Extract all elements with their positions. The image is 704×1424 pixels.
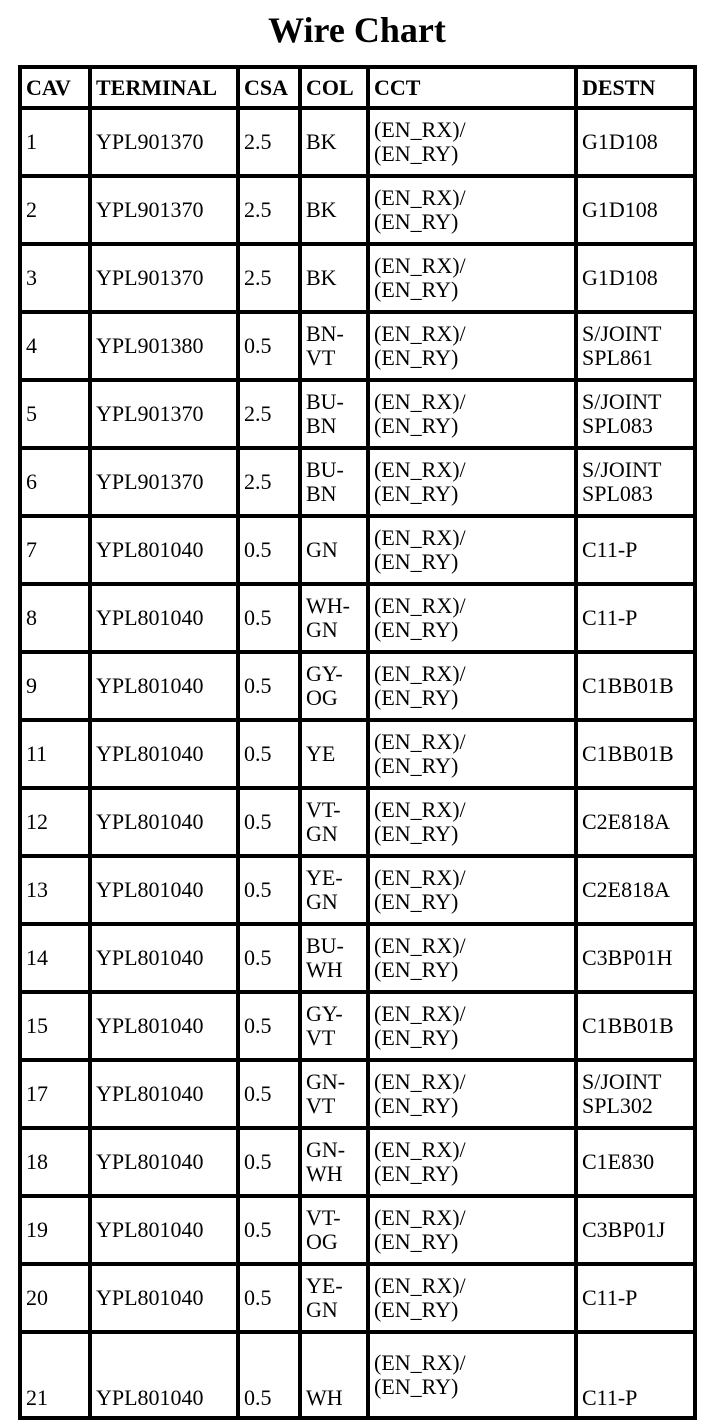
cell-cct-line: (EN_RX)/ bbox=[374, 321, 466, 346]
cell-col bbox=[300, 516, 368, 584]
cell-cav: 7 bbox=[20, 516, 90, 584]
cell-col-line: BK bbox=[306, 197, 337, 222]
cell-col bbox=[300, 176, 368, 244]
cell-destn bbox=[576, 108, 695, 176]
cell-cct-line: (EN_RX)/ bbox=[374, 729, 466, 754]
cell-cct-line: (EN_RX)/ bbox=[374, 797, 466, 822]
cell-col-line: BU- bbox=[306, 389, 344, 414]
table-row bbox=[20, 788, 695, 856]
table-row bbox=[20, 448, 695, 516]
cell-cct-line: (EN_RX)/ bbox=[374, 1137, 466, 1162]
cell-cav: 8 bbox=[20, 584, 90, 652]
cell-col bbox=[300, 652, 368, 720]
cell-destn bbox=[576, 1196, 695, 1264]
cell-destn bbox=[576, 176, 695, 244]
cell-destn-line: C1E830 bbox=[582, 1149, 655, 1174]
cell-col bbox=[300, 992, 368, 1060]
cell-cav: 19 bbox=[20, 1196, 90, 1264]
cell-col-line: BN bbox=[306, 413, 337, 438]
cell-csa: 2.5 bbox=[238, 244, 300, 312]
cell-destn bbox=[576, 584, 695, 652]
cell-destn-line: G1D108 bbox=[582, 129, 658, 154]
cell-cct bbox=[368, 312, 576, 380]
cell-cct-line: (EN_RY) bbox=[374, 413, 459, 438]
cell-col-line: YE- bbox=[306, 865, 343, 890]
cell-destn-line: C2E818A bbox=[582, 877, 670, 902]
table-row bbox=[20, 720, 695, 788]
cell-destn-line: C2E818A bbox=[582, 809, 670, 834]
cell-col bbox=[300, 1128, 368, 1196]
cell-cct bbox=[368, 584, 576, 652]
cell-cct bbox=[368, 1128, 576, 1196]
cell-csa: 0.5 bbox=[238, 720, 300, 788]
cell-col-line: VT bbox=[306, 345, 336, 370]
cell-col-line: GY- bbox=[306, 1001, 343, 1026]
cell-terminal: YPL801040 bbox=[90, 1264, 238, 1332]
cell-col bbox=[300, 856, 368, 924]
table-row bbox=[20, 1060, 695, 1128]
table-row bbox=[20, 856, 695, 924]
cell-destn-line: C11-P bbox=[582, 1285, 638, 1310]
cell-terminal: YPL801040 bbox=[90, 1196, 238, 1264]
cell-cav: 21 bbox=[20, 1332, 90, 1418]
cell-destn-line: SPL861 bbox=[582, 345, 653, 370]
cell-cct bbox=[368, 652, 576, 720]
cell-cct-line: (EN_RY) bbox=[374, 1297, 459, 1322]
cell-col-line: VT- bbox=[306, 1205, 341, 1230]
cell-cct-line: (EN_RX)/ bbox=[374, 253, 466, 278]
table-row bbox=[20, 584, 695, 652]
column-header-terminal: TERMINAL bbox=[90, 67, 238, 108]
cell-cct bbox=[368, 448, 576, 516]
cell-destn-line: SPL083 bbox=[582, 413, 653, 438]
cell-csa: 2.5 bbox=[238, 380, 300, 448]
cell-cct-line: (EN_RX)/ bbox=[374, 865, 466, 890]
cell-cct bbox=[368, 244, 576, 312]
cell-destn bbox=[576, 312, 695, 380]
cell-col-line: WH bbox=[306, 1161, 343, 1186]
cell-terminal: YPL901370 bbox=[90, 108, 238, 176]
cell-cct-line: (EN_RY) bbox=[374, 617, 459, 642]
cell-cct-line: (EN_RX)/ bbox=[374, 525, 466, 550]
cell-cct bbox=[368, 108, 576, 176]
table-row bbox=[20, 108, 695, 176]
cell-cav: 4 bbox=[20, 312, 90, 380]
cell-col bbox=[300, 108, 368, 176]
cell-cct-line: (EN_RY) bbox=[374, 481, 459, 506]
cell-destn bbox=[576, 652, 695, 720]
cell-cct-line: (EN_RY) bbox=[374, 957, 459, 982]
cell-col-line: GN- bbox=[306, 1069, 346, 1094]
cell-csa: 0.5 bbox=[238, 1332, 300, 1418]
cell-terminal: YPL801040 bbox=[90, 856, 238, 924]
cell-col bbox=[300, 1332, 368, 1418]
cell-col bbox=[300, 1196, 368, 1264]
cell-destn-line: C11-P bbox=[582, 605, 638, 630]
cell-cct bbox=[368, 1196, 576, 1264]
cell-csa: 0.5 bbox=[238, 652, 300, 720]
cell-destn bbox=[576, 1060, 695, 1128]
cell-col bbox=[300, 448, 368, 516]
cell-terminal: YPL901370 bbox=[90, 380, 238, 448]
cell-col-line: BN- bbox=[306, 321, 344, 346]
cell-terminal: YPL801040 bbox=[90, 1060, 238, 1128]
cell-csa: 0.5 bbox=[238, 516, 300, 584]
table-row bbox=[20, 312, 695, 380]
cell-cct-line: (EN_RY) bbox=[374, 1025, 459, 1050]
cell-col-line: BK bbox=[306, 129, 337, 154]
cell-cct-line: (EN_RX)/ bbox=[374, 933, 466, 958]
cell-cct-line: (EN_RX)/ bbox=[374, 1069, 466, 1094]
cell-cav: 20 bbox=[20, 1264, 90, 1332]
table-row bbox=[20, 1196, 695, 1264]
cell-destn bbox=[576, 856, 695, 924]
cell-cct bbox=[368, 1332, 576, 1418]
cell-cav: 6 bbox=[20, 448, 90, 516]
cell-col bbox=[300, 924, 368, 992]
cell-terminal: YPL901370 bbox=[90, 176, 238, 244]
cell-destn-line: C3BP01H bbox=[582, 945, 673, 970]
cell-csa: 0.5 bbox=[238, 1060, 300, 1128]
cell-col-line: BN bbox=[306, 481, 337, 506]
cell-terminal: YPL801040 bbox=[90, 1128, 238, 1196]
header-row bbox=[20, 67, 695, 108]
table-row bbox=[20, 1128, 695, 1196]
cell-terminal: YPL801040 bbox=[90, 516, 238, 584]
cell-csa: 0.5 bbox=[238, 1264, 300, 1332]
cell-cct bbox=[368, 516, 576, 584]
cell-cct-line: (EN_RX)/ bbox=[374, 185, 466, 210]
cell-csa: 0.5 bbox=[238, 924, 300, 992]
cell-col bbox=[300, 244, 368, 312]
cell-cct-line: (EN_RX)/ bbox=[374, 661, 466, 686]
cell-destn bbox=[576, 1332, 695, 1418]
cell-csa: 0.5 bbox=[238, 1128, 300, 1196]
cell-cct-line: (EN_RY) bbox=[374, 209, 459, 234]
cell-cav: 9 bbox=[20, 652, 90, 720]
cell-cct bbox=[368, 1060, 576, 1128]
cell-cct-line: (EN_RY) bbox=[374, 1093, 459, 1118]
cell-cct-line: (EN_RX)/ bbox=[374, 457, 466, 482]
cell-destn-line: C3BP01J bbox=[582, 1217, 666, 1242]
cell-terminal: YPL801040 bbox=[90, 652, 238, 720]
table-body bbox=[20, 108, 695, 1418]
table-row bbox=[20, 516, 695, 584]
cell-cav: 3 bbox=[20, 244, 90, 312]
cell-col-line: WH- bbox=[306, 593, 350, 618]
cell-col bbox=[300, 312, 368, 380]
cell-cct bbox=[368, 924, 576, 992]
table-row bbox=[20, 380, 695, 448]
cell-destn-line: S/JOINT bbox=[582, 1069, 662, 1094]
cell-destn-line: SPL083 bbox=[582, 481, 653, 506]
cell-col-line: GN- bbox=[306, 1137, 346, 1162]
cell-cct-line: (EN_RX)/ bbox=[374, 389, 466, 414]
cell-terminal: YPL801040 bbox=[90, 584, 238, 652]
cell-destn-line: S/JOINT bbox=[582, 457, 662, 482]
cell-destn-line: C11-P bbox=[582, 537, 638, 562]
cell-cct-line: (EN_RY) bbox=[374, 1374, 459, 1399]
table-row bbox=[20, 924, 695, 992]
table-row bbox=[20, 176, 695, 244]
cell-col-line: BK bbox=[306, 265, 337, 290]
cell-col bbox=[300, 1264, 368, 1332]
column-header-col: COL bbox=[300, 67, 368, 108]
cell-destn-line: S/JOINT bbox=[582, 389, 662, 414]
cell-destn bbox=[576, 448, 695, 516]
cell-cav: 13 bbox=[20, 856, 90, 924]
cell-col-line: OG bbox=[306, 685, 338, 710]
cell-cct-line: (EN_RY) bbox=[374, 753, 459, 778]
cell-cav: 15 bbox=[20, 992, 90, 1060]
cell-cct-line: (EN_RY) bbox=[374, 889, 459, 914]
cell-csa: 2.5 bbox=[238, 108, 300, 176]
cell-terminal: YPL901370 bbox=[90, 448, 238, 516]
table-row bbox=[20, 1264, 695, 1332]
cell-cct bbox=[368, 856, 576, 924]
cell-cav: 17 bbox=[20, 1060, 90, 1128]
cell-cct bbox=[368, 992, 576, 1060]
cell-cct-line: (EN_RX)/ bbox=[374, 593, 466, 618]
cell-terminal: YPL801040 bbox=[90, 924, 238, 992]
cell-destn bbox=[576, 788, 695, 856]
cell-csa: 0.5 bbox=[238, 788, 300, 856]
cell-cav: 5 bbox=[20, 380, 90, 448]
cell-cct bbox=[368, 720, 576, 788]
cell-cct bbox=[368, 380, 576, 448]
table-row bbox=[20, 652, 695, 720]
table-row bbox=[20, 1332, 695, 1418]
cell-cav: 18 bbox=[20, 1128, 90, 1196]
cell-terminal: YPL801040 bbox=[90, 720, 238, 788]
cell-col-line: GN bbox=[306, 889, 338, 914]
cell-col-line: WH bbox=[306, 1385, 343, 1410]
column-header-cct: CCT bbox=[368, 67, 576, 108]
cell-csa: 0.5 bbox=[238, 856, 300, 924]
cell-cct bbox=[368, 1264, 576, 1332]
cell-cav: 1 bbox=[20, 108, 90, 176]
cell-destn-line: C1BB01B bbox=[582, 673, 674, 698]
cell-cct-line: (EN_RY) bbox=[374, 141, 459, 166]
cell-destn bbox=[576, 244, 695, 312]
cell-cct-line: (EN_RX)/ bbox=[374, 1350, 466, 1375]
cell-csa: 0.5 bbox=[238, 584, 300, 652]
cell-col-line: VT bbox=[306, 1025, 336, 1050]
cell-cav: 12 bbox=[20, 788, 90, 856]
wire-chart-table bbox=[18, 65, 697, 1420]
cell-cct-line: (EN_RY) bbox=[374, 1161, 459, 1186]
cell-col bbox=[300, 720, 368, 788]
cell-cct-line: (EN_RX)/ bbox=[374, 117, 466, 142]
cell-destn bbox=[576, 992, 695, 1060]
cell-destn bbox=[576, 720, 695, 788]
cell-destn-line: C1BB01B bbox=[582, 741, 674, 766]
cell-cct-line: (EN_RY) bbox=[374, 821, 459, 846]
cell-col-line: GN bbox=[306, 617, 338, 642]
cell-destn-line: C1BB01B bbox=[582, 1013, 674, 1038]
cell-terminal: YPL901380 bbox=[90, 312, 238, 380]
cell-terminal: YPL901370 bbox=[90, 244, 238, 312]
cell-destn-line: C11-P bbox=[582, 1385, 638, 1410]
cell-cct-line: (EN_RX)/ bbox=[374, 1001, 466, 1026]
cell-col-line: YE bbox=[306, 741, 336, 766]
cell-destn-line: SPL302 bbox=[582, 1093, 653, 1118]
cell-cav: 2 bbox=[20, 176, 90, 244]
cell-col-line: OG bbox=[306, 1229, 338, 1254]
cell-col-line: BU- bbox=[306, 933, 344, 958]
cell-col-line: GY- bbox=[306, 661, 343, 686]
cell-col-line: GN bbox=[306, 1297, 338, 1322]
cell-col-line: GN bbox=[306, 537, 338, 562]
cell-cav: 14 bbox=[20, 924, 90, 992]
cell-cct bbox=[368, 176, 576, 244]
cell-destn bbox=[576, 1264, 695, 1332]
cell-col-line: VT- bbox=[306, 797, 341, 822]
cell-cav: 11 bbox=[20, 720, 90, 788]
page-title: Wire Chart bbox=[268, 10, 446, 50]
cell-terminal: YPL801040 bbox=[90, 788, 238, 856]
cell-destn-line: S/JOINT bbox=[582, 321, 662, 346]
column-header-destn: DESTN bbox=[576, 67, 695, 108]
cell-cct-line: (EN_RX)/ bbox=[374, 1205, 466, 1230]
cell-terminal: YPL801040 bbox=[90, 1332, 238, 1418]
cell-col-line: VT bbox=[306, 1093, 336, 1118]
cell-col bbox=[300, 380, 368, 448]
cell-terminal: YPL801040 bbox=[90, 992, 238, 1060]
cell-destn bbox=[576, 924, 695, 992]
column-header-cav: CAV bbox=[20, 67, 90, 108]
table-row bbox=[20, 992, 695, 1060]
cell-cct-line: (EN_RY) bbox=[374, 345, 459, 370]
cell-col-line: GN bbox=[306, 821, 338, 846]
cell-cct-line: (EN_RY) bbox=[374, 685, 459, 710]
cell-destn-line: G1D108 bbox=[582, 265, 658, 290]
cell-cct-line: (EN_RY) bbox=[374, 549, 459, 574]
cell-cct-line: (EN_RY) bbox=[374, 1229, 459, 1254]
cell-csa: 2.5 bbox=[238, 176, 300, 244]
cell-col-line: WH bbox=[306, 957, 343, 982]
cell-cct-line: (EN_RY) bbox=[374, 277, 459, 302]
cell-col-line: YE- bbox=[306, 1273, 343, 1298]
cell-col-line: BU- bbox=[306, 457, 344, 482]
cell-col bbox=[300, 788, 368, 856]
cell-csa: 2.5 bbox=[238, 448, 300, 516]
column-header-csa: CSA bbox=[238, 67, 300, 108]
cell-destn bbox=[576, 516, 695, 584]
cell-destn bbox=[576, 380, 695, 448]
table-row bbox=[20, 244, 695, 312]
cell-col bbox=[300, 1060, 368, 1128]
cell-csa: 0.5 bbox=[238, 1196, 300, 1264]
cell-cct-line: (EN_RX)/ bbox=[374, 1273, 466, 1298]
cell-csa: 0.5 bbox=[238, 312, 300, 380]
cell-destn bbox=[576, 1128, 695, 1196]
cell-cct bbox=[368, 788, 576, 856]
cell-destn-line: G1D108 bbox=[582, 197, 658, 222]
cell-csa: 0.5 bbox=[238, 992, 300, 1060]
cell-col bbox=[300, 584, 368, 652]
